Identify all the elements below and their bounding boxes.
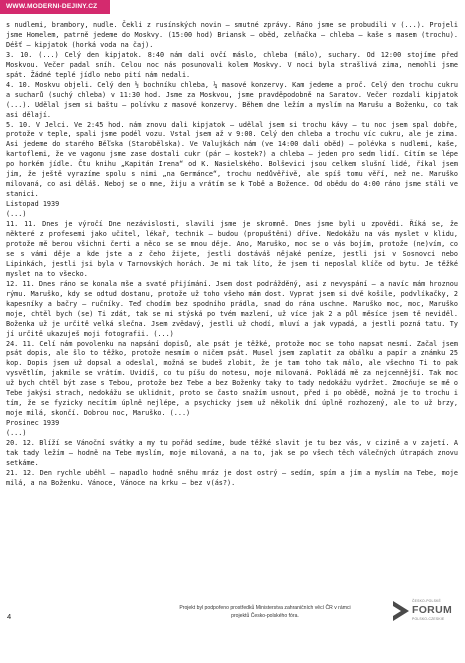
paragraph: 12. 11. Dnes ráno se konala mše a svaté přijímání. Jsem dost podrážděný, asi z nevyspání – a navíc mám hroznou rýmu. Maruško, kdy se odtud dostanu, protože už toho všeho mám dost. Vyprat jsem si dvě košile, podvlíkačky, 2 kapesníky a bačry – ručníky. Teď chodím bez spodního prádla, snad do rána uschne. Maruško moc, moc, Maruško moje, chtěl bych (se) Ti zdát, tak se mi stýská po tvém mazlení, už více jak 2 a půl měsíce jsem tě neviděl. Boženka už je určitě velká slečna. Jsem zvědavý, jestli už chodí, mluví a jak vypadá, a jestli pozná tatu. Ty jí určitě ukazuješ moji fotografii. (...)	[6, 279, 458, 338]
paragraph: 4. 10. Moskvu objeli. Celý den ½ bochníku chleba, ¼ masové konzervy. Kam jedeme a proč. Celý den trochu cukru a sucharů (suchý chleba) v 11:30 hod. Jsme za Moskvou, jsme pravděpodobně na Saratov. Večer rozdali kipjatok (...). Udělal jsem si baštu – polívku z masové konzervy. Během dne ležím a myslím na Marušu a Boženku, co tak asi dělají.	[6, 80, 458, 119]
support-note-line: projektů Česko-polského fóra.	[231, 613, 299, 619]
section-heading-december: Prosinec 1939	[6, 419, 60, 428]
logo-bottom-text: POLSKO-CZESKIE	[412, 617, 445, 621]
logo-main-text: FORUM	[412, 604, 452, 616]
paragraph: 24. 11. Celí nám povolenku na napsání dopisů, ale psát je těžké, protože moc se toho napsat nesmí. Začal jsem psát dopis, ale šlo to těžko, protože nesmím o ničem psát. Musel jsem zaplatit za obálku a papír a známku 25 kop. Dopis jsem už dopsal a odeslal, možná se budeš zlobit, že je tam toho tak málo, ale všechno Ti to pak vysvětlím, jakmile se vrátím. Uvidíš, co tu píšu do notesu, moje milovaná. Pokládá mě za nejcennější. Tak moc už bych chtěl být zase s Tebou, protože bez Tebe a bez Boženky taky to tady nedokážu vydržet. Zmocňuje se mě o Tebe jakýsi strach, nedokážu se uklidnit, proto se často snažím usnout, před i po obědě, možná je to trochu i tím, že se fyzicky necítím úplně nejlépe, a psychicky jsem už několik dní úplně rozhozený, ale to už brzy, moje milá, skončí. Dobrou noc, Maruško. (...)	[6, 339, 458, 418]
logo-top-text: ČESKO-POLSKÉ	[412, 599, 441, 603]
site-url[interactable]: WWW.MODERNI-DEJINY.CZ	[6, 3, 98, 10]
page-number: 4	[7, 612, 12, 621]
forum-logo	[393, 599, 457, 623]
document-body	[6, 21, 458, 489]
ellipsis-marker: (...)	[6, 429, 27, 438]
paragraph: 5. 10. V Jelci. Ve 2:45 hod. nám znovu dali kipjatok – udělal jsem si trochu kávy – tu noc jsem spal dobře, protože v teple, spali jsme podél vozu. Vstal jsem až v 9:00. Celý den chleba a trochu víc cukru, ale je zima. Asi jedeme do starého Běľska (Starobělska). Ve Valujkách nám (ve 14:00 dali oběd) – polévka s nudlemi, kaše, kartoflemi, že ve vagonu jsme zase dostali cukr (pár – kostek?) a chleba – jeden pro sedm lidí. Cítím se lépe po horkém jídle. Čtu knihu „Kapitán Irena“ od K. Nasielského. Bolševici jsou celkem slušní lidé, říkal jsem jim, že ještě vyrazíme spolu s nimi „na Germánce“, trochu nedůvěřivě, ale spíš tomu věří, než ne. Maruško milovaná, co asi děláš. Neboj se o mne, žiju a vrátím se k Tobě a Božence. Od obědu do 4:00 ráno jsme stáli ve stanici.	[6, 120, 458, 199]
paragraph: 21. 12. Den rychle uběhl – napadlo hodně sněhu mráz je dost ostrý – sedím, spím a jím a myslím na Tebe, moje milá, a na Boženku. Vánoce, Vánoce na krku – bez v(ás?).	[6, 468, 458, 487]
paragraph: s nudlemi, brambory, nudle. Čekli z rusínských novin – smutné zprávy. Ráno jsme se probudili v (...). Projeli jsme Homelem, patrně jedeme do Moskvy. (15:00 hod) Briansk – oběd, zelňačka – chleba – kaše s masem (trochu). Déšť – kipjatok (horká voda na čaj).	[6, 21, 458, 49]
paragraph: 11. 11. Dnes je výročí Dne nezávislosti, slavili jsme je skromně. Dnes jsme byli u zpovědi. Říká se, že některé z profesemi jako učitel, lékař, technik – budou (propuštěni) dříve. Nedokážu na vás myslet v klidu, protože mě berou všichni čerti a něco se se mnou děje. Ano, Maruško, moc se o vás bojím, protože (ne)vím, co se s vámi děje a kde jste a z čeho žijete, jestli dostáváš nějaké peníze, jestli jsi v Sosnovci nebo Lipinkách, jestli jsi byla v Tarnovských horách. Je mi tak líto, že jsem ti neposlal klíče od bytu. Je těžké myslet na to všecko.	[6, 220, 458, 278]
section-heading-november: Listopad 1939	[6, 200, 60, 209]
page-footer	[0, 585, 465, 663]
paragraph: 20. 12. Blíží se Vánoční svátky a my tu pořád sedíme, bude těžké slavit je tu bez vás, v cizině a v zajetí. A tak tady ležím – hodně na Tebe myslím, moje milovaná, a na to, jak se po všech těch válečných útrapách znovu setkáme.	[6, 439, 458, 467]
paragraph: 3. 10. (...) Celý den kipjatok. 8:40 nám dali ovčí máslo, chleba (málo), suchary. Od 12:00 stojíme před Moskvou. Večer padal sníh. Celou noc nás posunovali kolem Moskvy. V noci byla strašlivá zima, nemohli jsme spát. Žádné teplé jídlo nebo pití nám nedali.	[6, 50, 458, 79]
support-note	[150, 604, 380, 620]
ellipsis-marker: (...)	[6, 210, 27, 219]
support-note-line: Projekt byl podpořeno prostředků Ministerstva zahraničních věcí ČR v rámci	[179, 605, 351, 611]
site-header-bar	[0, 0, 110, 14]
forum-logo-icon	[393, 601, 409, 621]
